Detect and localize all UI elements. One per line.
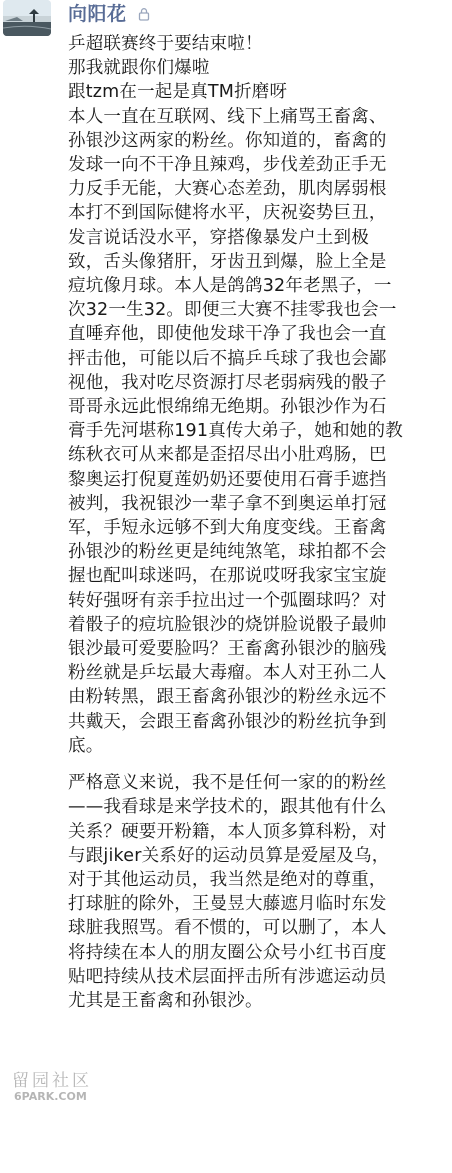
text-line: 被判，我祝银沙一辈子拿不到奥运单打冠 bbox=[68, 493, 387, 514]
text-line: 本人一直在互联网、线下上痛骂王畜禽、 bbox=[68, 106, 387, 127]
watermark-cn: 留园社区 bbox=[12, 1071, 92, 1091]
watermark-en: 6PARK.COM bbox=[14, 1090, 87, 1103]
text-line: 着骰子的痘坑脸银沙的烧饼脸说骰子最帅 bbox=[68, 614, 387, 635]
text-line: 底。 bbox=[68, 735, 104, 756]
text-line: 次32一生32。即便三大赛不挂零我也会一 bbox=[68, 300, 397, 321]
text-line: 练秋衣可从来都是歪招尽出小肚鸡肠，巴 bbox=[68, 445, 387, 466]
text-line: 致，舌头像猪肝，牙齿丑到爆，脸上全是 bbox=[68, 251, 387, 272]
text-line: 乒超联赛终于要结束啦！ bbox=[68, 34, 263, 54]
username[interactable]: 向阳花 bbox=[68, 3, 127, 25]
text-line: 尤其是王畜禽和孙银沙。 bbox=[68, 990, 263, 1011]
text-line: 关系？硬要开粉籍，本人顶多算科粉，对 bbox=[68, 821, 387, 842]
post-intro bbox=[68, 32, 450, 105]
text-line: 哥哥永远此恨绵绵无绝期。孙银沙作为石 bbox=[68, 397, 387, 418]
text-line: 抨击他，可能以后不搞乒乓球了我也会鄙 bbox=[68, 348, 387, 369]
text-line: 银沙最可爱要脸吗？王畜禽孙银沙的脑残 bbox=[68, 639, 387, 660]
text-line: 视他，我对吃尽资源打尽老弱病残的骰子 bbox=[68, 372, 387, 393]
text-line: 转好强呀有亲手拉出过一个弧圈球吗？对 bbox=[68, 590, 387, 611]
avatar-image bbox=[3, 0, 51, 36]
post-paragraph-1 bbox=[68, 105, 450, 758]
lock-icon bbox=[137, 7, 151, 21]
text-line: 打球脏的除外，王曼昱大藤遮月临时东发 bbox=[68, 894, 387, 915]
text-line: 孙银沙这两家的粉丝。你知道的，畜禽的 bbox=[68, 130, 387, 151]
text-line: 跟tzm在一起是真TM折磨呀 bbox=[68, 82, 288, 103]
text-line: 那我就跟你们爆啦 bbox=[68, 58, 210, 79]
text-line: 膏手先河堪称191真传大弟子，她和她的教 bbox=[68, 421, 403, 442]
text-line: 握也配叫球迷吗，在那说哎呀我家宝宝旋 bbox=[68, 566, 387, 587]
text-line: 粉丝就是乒坛最大毒瘤。本人对王孙二人 bbox=[68, 663, 387, 684]
text-line: 与跟jiker关系好的运动员算是爱屋及乌， bbox=[68, 845, 390, 866]
text-line: 本打不到国际健将水平，庆祝姿势巨丑， bbox=[68, 203, 387, 224]
text-line: 军，手短永远够不到大角度变线。王畜禽 bbox=[68, 518, 387, 539]
text-line: 将持续在本人的朋友圈公众号小红书百度 bbox=[68, 942, 387, 963]
text-line: 贴吧持续从技术层面抨击所有涉遮运动员 bbox=[68, 966, 387, 987]
avatar[interactable] bbox=[3, 0, 51, 36]
text-line: 严格意义来说，我不是任何一家的的粉丝 bbox=[68, 773, 387, 794]
text-line: 力反手无能，大赛心态差劲，肌肉孱弱根 bbox=[68, 179, 387, 200]
text-line: 发言说话没水平，穿搭像暴发户土到极 bbox=[68, 227, 369, 248]
text-line: 发球一向不干净且辣鸡，步伐差劲正手无 bbox=[68, 155, 387, 176]
text-line: 孙银沙的粉丝更是纯纯煞笔，球拍都不会 bbox=[68, 542, 387, 563]
post-paragraph-2 bbox=[68, 771, 450, 1013]
text-line: 共戴天，会跟王畜禽孙银沙的粉丝抗争到 bbox=[68, 711, 387, 732]
text-line: 直唾弃他，即使他发球干净了我也会一直 bbox=[68, 324, 387, 345]
text-line: ——我看球是来学技术的，跟其他有什么 bbox=[68, 797, 387, 818]
text-line: 对于其他运动员，我当然是绝对的尊重， bbox=[68, 869, 387, 890]
post-content bbox=[68, 32, 450, 1013]
text-line: 黎奥运打倪夏莲奶奶还要使用石膏手遮挡 bbox=[68, 469, 387, 490]
text-line: 由粉转黑，跟王畜禽孙银沙的粉丝永远不 bbox=[68, 687, 387, 708]
site-watermark bbox=[8, 1066, 92, 1114]
text-line: 球脏我照骂。看不惯的，可以删了，本人 bbox=[68, 918, 387, 939]
text-line: 痘坑像月球。本人是鸽鸽32年老黑子，一 bbox=[68, 276, 392, 297]
